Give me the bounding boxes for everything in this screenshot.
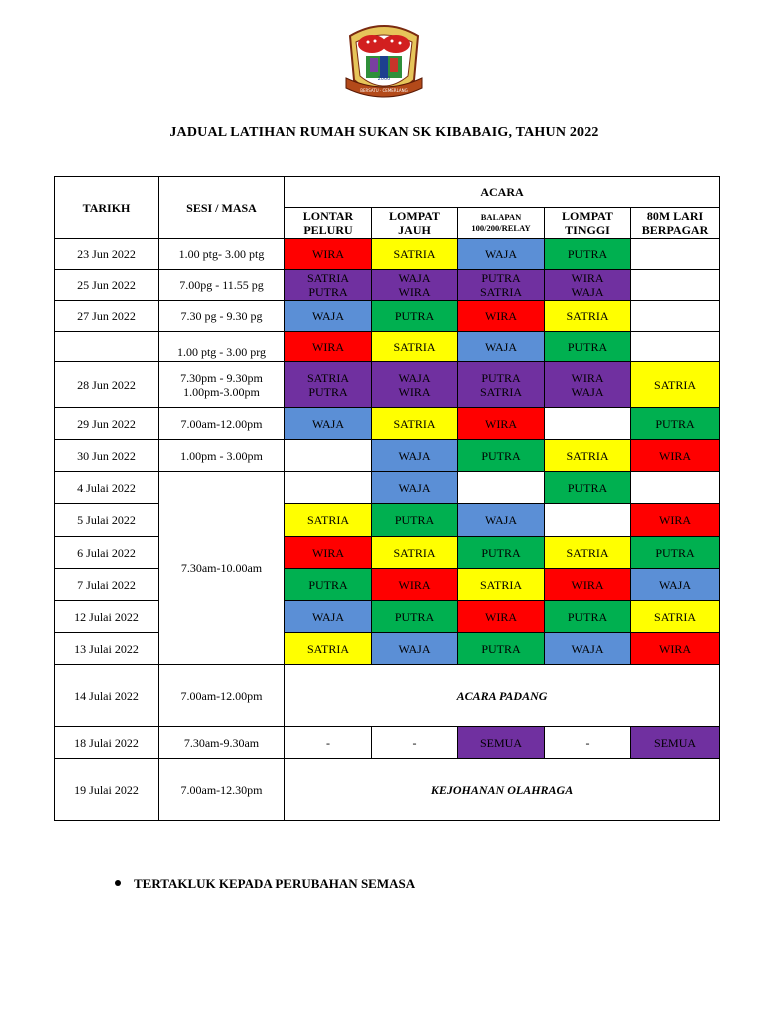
house-cell: SATRIA [545, 440, 631, 472]
house-cell: - [372, 727, 458, 759]
house-cell [631, 332, 720, 362]
table-row [55, 440, 720, 472]
house-cell: PUTRA [631, 537, 720, 569]
house-cell: WIRA [631, 440, 720, 472]
house-cell: PUTRA [372, 601, 458, 633]
header-event: LOMPAT TINGGI [545, 208, 631, 239]
row-session: 1.00 ptg - 3.00 prg [159, 332, 285, 362]
house-cell: SATRIA [372, 408, 458, 440]
house-cell: WIRA [285, 332, 372, 362]
house-cell: PUTRA [631, 408, 720, 440]
house-cell [631, 472, 720, 504]
school-crest-logo [342, 22, 426, 106]
row-date: 27 Jun 2022 [55, 301, 159, 332]
house-cell: WAJA [458, 504, 545, 537]
span-event: KEJOHANAN OLAHRAGA [285, 759, 720, 821]
house-cell: WIRA [458, 301, 545, 332]
house-cell: - [285, 727, 372, 759]
row-session: 7.00am-12.30pm [159, 759, 285, 821]
house-cell [631, 301, 720, 332]
house-cell: WAJA [631, 569, 720, 601]
row-date: 6 Julai 2022 [55, 537, 159, 569]
house-cell: PUTRA [545, 601, 631, 633]
house-cell [631, 270, 720, 301]
house-cell: PUTRA [458, 537, 545, 569]
table-row [55, 665, 720, 727]
house-cell: PUTRA [545, 332, 631, 362]
house-cell [545, 408, 631, 440]
span-event: ACARA PADANG [285, 665, 720, 727]
row-date: 13 Julai 2022 [55, 633, 159, 665]
house-cell: SATRIA PUTRA [285, 362, 372, 408]
house-cell: PUTRA [545, 472, 631, 504]
header-acara: ACARA [285, 177, 720, 208]
house-cell [631, 239, 720, 270]
house-cell: SATRIA [458, 569, 545, 601]
row-session: 7.00pg - 11.55 pg [159, 270, 285, 301]
house-cell: WAJA [372, 472, 458, 504]
house-cell: WIRA [631, 504, 720, 537]
house-cell: WIRA [545, 569, 631, 601]
house-cell: WAJA [545, 633, 631, 665]
table-row [55, 301, 720, 332]
row-date: 7 Julai 2022 [55, 569, 159, 601]
house-cell: SATRIA [372, 332, 458, 362]
house-cell: WIRA [285, 537, 372, 569]
house-cell: SEMUA [631, 727, 720, 759]
row-session: 1.00pm - 3.00pm [159, 440, 285, 472]
row-session: 7.00am-12.00pm [159, 665, 285, 727]
header-event: 80M LARI BERPAGAR [631, 208, 720, 239]
row-date: 25 Jun 2022 [55, 270, 159, 301]
footnote [112, 876, 415, 892]
house-cell: SATRIA [631, 362, 720, 408]
house-cell: WAJA [372, 633, 458, 665]
house-cell: PUTRA [458, 633, 545, 665]
row-date: 29 Jun 2022 [55, 408, 159, 440]
header-sesi: SESI / MASA [159, 177, 285, 239]
row-date: 14 Julai 2022 [55, 665, 159, 727]
row-date: 18 Julai 2022 [55, 727, 159, 759]
table-row [55, 362, 720, 408]
house-cell: WIRA [458, 408, 545, 440]
table-row [55, 537, 720, 569]
house-cell: SATRIA [545, 301, 631, 332]
house-cell: SATRIA [285, 504, 372, 537]
house-cell: PUTRA [372, 504, 458, 537]
row-session: 7.30am-9.30am [159, 727, 285, 759]
row-session: 7.30pm - 9.30pm 1.00pm-3.00pm [159, 362, 285, 408]
row-date: 23 Jun 2022 [55, 239, 159, 270]
table-row [55, 332, 720, 362]
house-cell: PUTRA SATRIA [458, 362, 545, 408]
row-date: 28 Jun 2022 [55, 362, 159, 408]
house-cell: WIRA WAJA [545, 362, 631, 408]
row-date: 19 Julai 2022 [55, 759, 159, 821]
page-title: JADUAL LATIHAN RUMAH SUKAN SK KIBABAIG, TAHUN 2022 [169, 125, 599, 140]
table-row [55, 239, 720, 270]
house-cell [458, 472, 545, 504]
house-cell: SATRIA [372, 537, 458, 569]
house-cell: WAJA [285, 408, 372, 440]
header-event: BALAPAN 100/200/RELAY [458, 208, 545, 239]
row-date: 30 Jun 2022 [55, 440, 159, 472]
house-cell: SATRIA PUTRA [285, 270, 372, 301]
crest-year: 2000 [377, 76, 391, 82]
table-row [55, 727, 720, 759]
footnote-text: TERTAKLUK KEPADA PERUBAHAN SEMASA [134, 876, 416, 891]
house-cell: SEMUA [458, 727, 545, 759]
row-date: 5 Julai 2022 [55, 504, 159, 537]
house-cell: WAJA [285, 301, 372, 332]
table-row [55, 569, 720, 601]
header-event: LONTAR PELURU [285, 208, 372, 239]
house-cell: WIRA WAJA [545, 270, 631, 301]
row-session: 1.00 ptg- 3.00 ptg [159, 239, 285, 270]
house-cell [285, 472, 372, 504]
house-cell: WAJA WIRA [372, 362, 458, 408]
house-cell: PUTRA [458, 440, 545, 472]
schedule-table [54, 176, 720, 821]
house-cell: WAJA WIRA [372, 270, 458, 301]
header-event: LOMPAT JAUH [372, 208, 458, 239]
row-session: 7.30 pg - 9.30 pg [159, 301, 285, 332]
house-cell: PUTRA [372, 301, 458, 332]
table-row [55, 408, 720, 440]
house-cell: - [545, 727, 631, 759]
house-cell: WIRA [631, 633, 720, 665]
merged-session: 7.30am-10.00am [159, 472, 285, 665]
table-row [55, 472, 720, 504]
house-cell: WIRA [458, 601, 545, 633]
house-cell: PUTRA SATRIA [458, 270, 545, 301]
table-row [55, 504, 720, 537]
table-row [55, 759, 720, 821]
header-tarikh: TARIKH [55, 177, 159, 239]
house-cell: WAJA [458, 239, 545, 270]
row-date: 12 Julai 2022 [55, 601, 159, 633]
house-cell: WIRA [285, 239, 372, 270]
house-cell: SATRIA [285, 633, 372, 665]
house-cell: WAJA [458, 332, 545, 362]
table-row [55, 270, 720, 301]
table-row [55, 633, 720, 665]
house-cell: WIRA [372, 569, 458, 601]
row-session: 7.00am-12.00pm [159, 408, 285, 440]
row-date: 4 Julai 2022 [55, 472, 159, 504]
table-row [55, 601, 720, 633]
house-cell: PUTRA [545, 239, 631, 270]
row-date [55, 332, 159, 362]
house-cell: SATRIA [631, 601, 720, 633]
house-cell: WAJA [285, 601, 372, 633]
house-cell: WAJA [372, 440, 458, 472]
crest-ribbon-text: BERSATU · CEMERLANG [360, 88, 408, 93]
house-cell [545, 504, 631, 537]
house-cell [285, 440, 372, 472]
house-cell: SATRIA [372, 239, 458, 270]
house-cell: SATRIA [545, 537, 631, 569]
house-cell: PUTRA [285, 569, 372, 601]
